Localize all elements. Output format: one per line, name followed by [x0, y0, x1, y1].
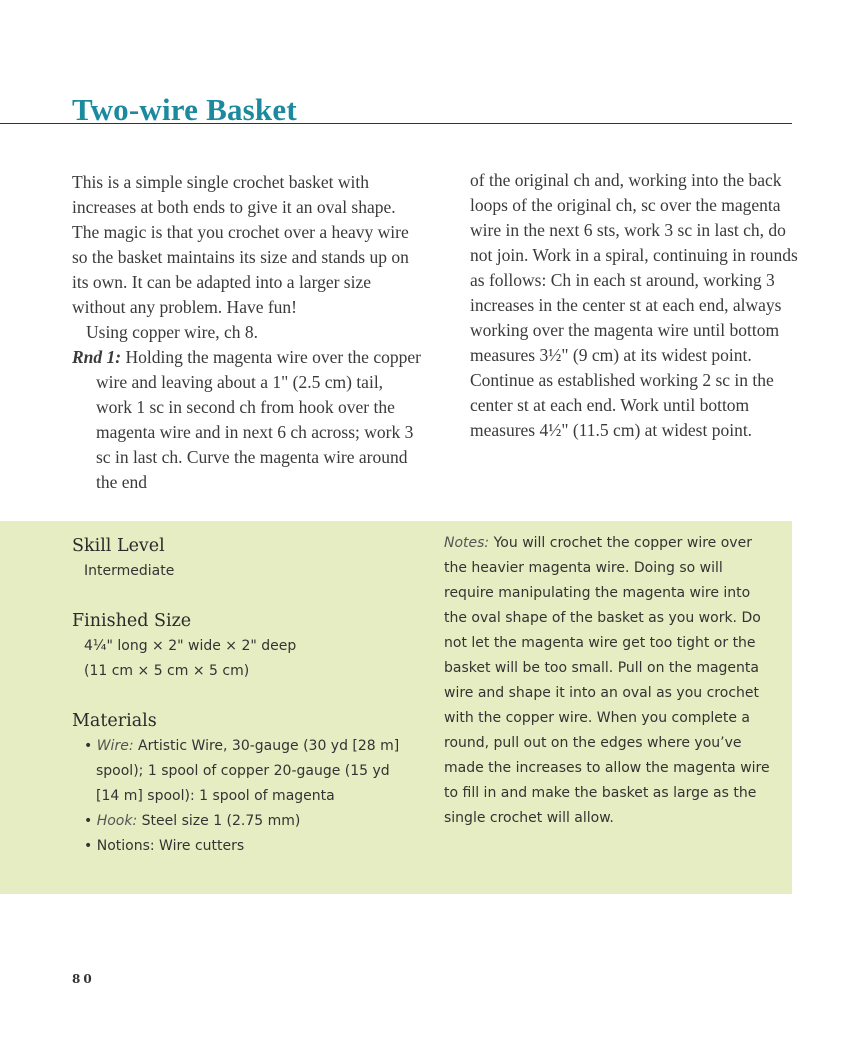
- page-number: 80: [72, 972, 95, 986]
- page-title: Two-wire Basket: [72, 92, 297, 127]
- info-box-left: [72, 533, 412, 859]
- finished-size-line-1: 4¼" long × 2" wide × 2" deep: [84, 638, 297, 654]
- materials-list: [72, 734, 412, 859]
- notes-text: You will crochet the copper wire over the heavier magenta wire. Doing so will require manipulating the magenta wire into the oval shape of the basket as you work. Do not let the magenta wire get too tight or the basket will be too small. Pull on the magenta wire and shape it into an oval as you crochet with the copper wire. When you complete a round, pull out on the edges where you’ve made the increases to allow the magenta wire to fill in and make the basket as large as the single crochet will allow.: [444, 535, 770, 826]
- skill-level-heading: Skill Level: [72, 536, 165, 556]
- materials-item-label: Hook:: [96, 813, 138, 829]
- title-rule: [0, 123, 792, 124]
- skill-level-value: Intermediate: [84, 563, 175, 579]
- notes-label: Notes:: [444, 535, 490, 551]
- notes: [444, 531, 774, 831]
- materials-item-wire: • Wire: Artistic Wire, 30-gauge (30 yd [28 m] spool); 1 spool of copper 20-gauge (15 yd [14 m] spool): 1 spool of magenta: [84, 738, 400, 804]
- materials-item-text: Artistic Wire, 30-gauge (30 yd [28 m] spool); 1 spool of copper 20-gauge (15 yd [14 m] spool): 1 spool of magenta: [96, 738, 400, 804]
- instructions-right-column: [470, 168, 800, 443]
- instructions-left-column: [72, 170, 422, 495]
- intro-paragraph: This is a simple single crochet basket with increases at both ends to give it an oval shape. The magic is that you crochet over a heavy wire so the basket maintains its size and stands up on its own. It can be adapted into a larger size without any problem. Have fun!: [72, 172, 409, 317]
- materials-item-notions: • Notions: Wire cutters: [84, 838, 245, 854]
- round-1-continued: of the original ch and, working into the back loops of the original ch, sc over the magenta wire in the next 6 sts, work 3 sc in last ch, do not join. Work in a spiral, continuing in rounds as follows: Ch in each st around, working 3 increases in the center st at each end, always working over the magenta wire until bottom measures 3½" (9 cm) at its widest point. Continue as established working 2 sc in the center st at each end. Work until bottom measures 4½" (11.5 cm) at widest point.: [470, 170, 798, 440]
- using-line: Using copper wire, ch 8.: [86, 322, 259, 342]
- round-1-label: Rnd 1:: [72, 347, 122, 367]
- info-box: [0, 521, 792, 894]
- round-1: [72, 345, 422, 495]
- materials-item-hook: • Hook: Steel size 1 (2.75 mm): [84, 813, 301, 829]
- materials-item-label: Wire:: [96, 738, 134, 754]
- finished-size-heading: Finished Size: [72, 611, 192, 631]
- materials-item-text: Steel size 1 (2.75 mm): [141, 813, 301, 829]
- round-1-text: Holding the magenta wire over the copper wire and leaving about a 1" (2.5 cm) tail, work 1 sc in second ch from hook over the magenta wire and in next 6 ch across; work 3 sc in last ch. Curve the magenta wire around the end: [96, 347, 421, 492]
- finished-size-line-2: (11 cm × 5 cm × 5 cm): [84, 663, 250, 679]
- materials-heading: Materials: [72, 711, 157, 731]
- materials-item-text: Notions: Wire cutters: [96, 838, 245, 854]
